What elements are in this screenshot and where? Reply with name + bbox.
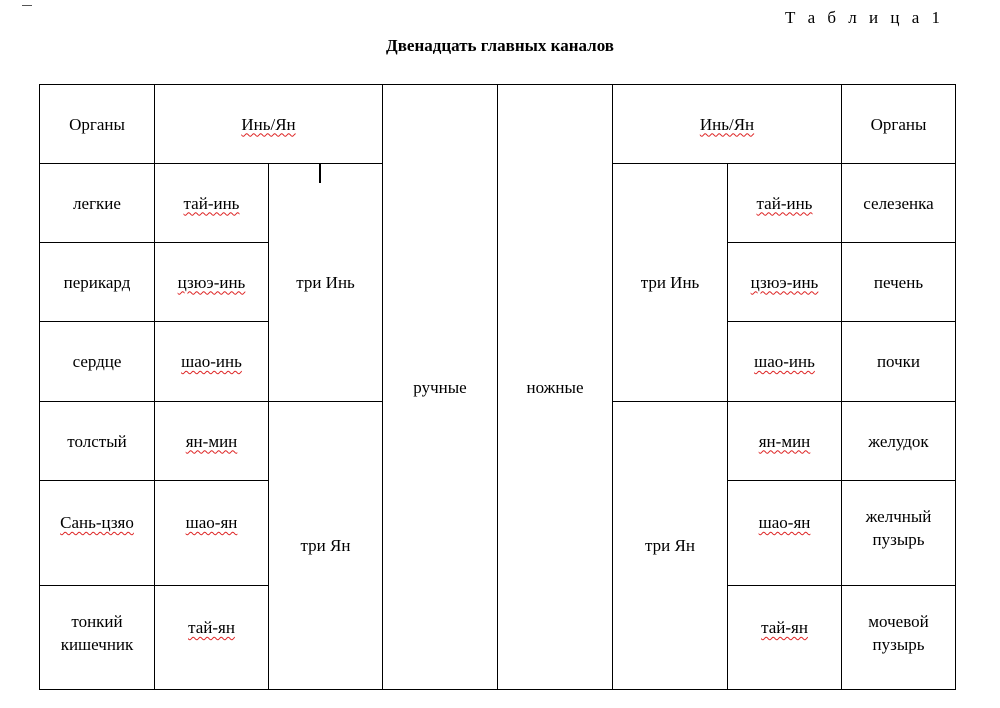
right-organ-cell[interactable]: желудок: [842, 402, 956, 481]
right-channel-text: цзюэ-инь: [750, 272, 819, 292]
channels-table: [39, 84, 956, 690]
header-organs-right[interactable]: Органы: [842, 85, 956, 164]
right-channel-text: шао-инь: [754, 352, 815, 371]
right-channel-cell[interactable]: [728, 481, 842, 586]
left-organ-cell[interactable]: сердце: [40, 322, 155, 402]
header-yinyang-left-text: Инь/Ян: [241, 114, 296, 134]
left-yang-group-cell[interactable]: [269, 402, 383, 690]
left-channel-cell[interactable]: [155, 481, 269, 586]
left-organ-cell[interactable]: [40, 481, 155, 586]
right-organ-cell[interactable]: почки: [842, 322, 956, 402]
left-organ-cell[interactable]: тонкий кишечник: [40, 586, 155, 690]
right-organ-cell[interactable]: желчный пузырь: [842, 481, 956, 586]
table-header-row: [40, 85, 956, 164]
right-yang-group-cell[interactable]: [613, 402, 728, 690]
hand-channels-cell[interactable]: ручные: [383, 85, 498, 690]
right-yin-group-text: три Инь: [640, 273, 700, 292]
header-yinyang-right-text: Инь/Ян: [699, 114, 755, 134]
left-yin-group-text: три Инь: [296, 273, 355, 292]
right-channel-cell[interactable]: [728, 586, 842, 690]
stray-mark: [22, 0, 32, 6]
left-organ-text: Сань-цзяо: [60, 513, 134, 532]
header-yinyang-left[interactable]: [155, 85, 383, 164]
left-channel-cell[interactable]: [155, 322, 269, 402]
right-channel-text: ян-мин: [758, 431, 811, 451]
left-channel-text: цзюэ-инь: [177, 272, 246, 292]
left-channel-text: тай-инь: [183, 193, 240, 213]
left-channel-text: тай-ян: [188, 618, 235, 637]
left-yin-group-cell[interactable]: [269, 164, 383, 402]
right-channel-cell[interactable]: [728, 322, 842, 402]
right-channel-cell[interactable]: [728, 402, 842, 481]
right-organ-cell[interactable]: мочевой пузырь: [842, 586, 956, 690]
left-organ-cell[interactable]: толстый: [40, 402, 155, 481]
document-title: Двенадцать главных каналов: [386, 36, 614, 55]
right-channel-text: тай-ян: [761, 618, 808, 637]
left-channel-cell[interactable]: [155, 243, 269, 322]
left-channel-text: ян-мин: [185, 431, 238, 451]
table-caption: Т а б л и ц а 1: [784, 8, 944, 27]
foot-channels-cell[interactable]: ножные: [498, 85, 613, 690]
left-yang-group-text: три Ян: [300, 536, 351, 555]
header-yinyang-right[interactable]: [613, 85, 842, 164]
left-channel-cell[interactable]: [155, 402, 269, 481]
left-channel-text: шао-инь: [181, 352, 242, 371]
header-organs-left[interactable]: Органы: [40, 85, 155, 164]
left-organ-cell[interactable]: легкие: [40, 164, 155, 243]
right-organ-cell[interactable]: печень: [842, 243, 956, 322]
right-yang-group-text: три Ян: [645, 536, 695, 555]
text-cursor: [319, 163, 321, 183]
right-channel-cell[interactable]: [728, 164, 842, 243]
left-organ-cell[interactable]: перикард: [40, 243, 155, 322]
left-channel-cell[interactable]: [155, 586, 269, 690]
right-channel-cell[interactable]: [728, 243, 842, 322]
right-channel-text: тай-инь: [756, 193, 813, 213]
left-channel-text: шао-ян: [185, 513, 238, 532]
right-channel-text: шао-ян: [758, 513, 811, 532]
left-channel-cell[interactable]: [155, 164, 269, 243]
right-yin-group-cell[interactable]: [613, 164, 728, 402]
right-organ-cell[interactable]: селезенка: [842, 164, 956, 243]
